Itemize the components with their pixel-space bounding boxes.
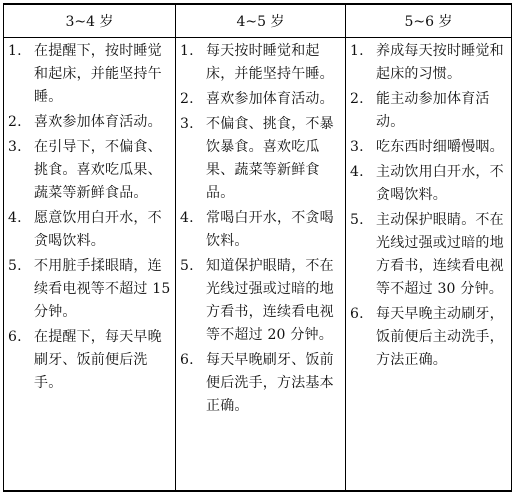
item-number: 1. xyxy=(350,43,364,59)
column-header-3-4: 3~4 岁 xyxy=(4,4,176,38)
item-text: 在提醒下，按时睡觉和起床，并能坚持午睡。 xyxy=(34,43,162,105)
item-text: 不偏食、挑食，不暴饮暴食。喜欢吃瓜果、蔬菜等新鲜食品。 xyxy=(206,116,334,201)
list-item xyxy=(8,207,171,253)
item-number: 5. xyxy=(350,212,364,228)
list-item xyxy=(180,255,341,347)
item-text: 养成每天按时睡觉和起床的习惯。 xyxy=(376,43,504,82)
list-item xyxy=(8,40,171,109)
item-number: 2. xyxy=(8,114,22,130)
item-list xyxy=(8,40,171,395)
item-number: 4. xyxy=(8,210,22,226)
item-text: 吃东西时细嚼慢咽。 xyxy=(376,139,504,155)
item-text: 喜欢参加体育活动。 xyxy=(206,91,334,107)
item-text: 每天早晚主动刷牙，饭前便后主动洗手，方法正确。 xyxy=(376,306,504,368)
list-item xyxy=(180,207,341,253)
item-text: 每天早晚刷牙、饭前便后洗手，方法基本正确。 xyxy=(206,352,334,414)
item-number: 3. xyxy=(180,116,194,132)
item-number: 4. xyxy=(180,210,194,226)
item-number: 6. xyxy=(350,306,364,322)
list-item xyxy=(180,88,341,111)
item-number: 3. xyxy=(350,139,364,155)
list-item xyxy=(180,349,341,418)
item-number: 2. xyxy=(350,91,364,107)
item-text: 主动饮用白开水，不贪喝饮料。 xyxy=(376,164,504,203)
list-item xyxy=(8,326,171,395)
list-item xyxy=(350,303,507,372)
item-number: 1. xyxy=(180,43,194,59)
item-text: 每天按时睡觉和起床，并能坚持午睡。 xyxy=(206,43,334,82)
item-text: 喜欢参加体育活动。 xyxy=(34,114,162,130)
list-item xyxy=(8,136,171,205)
column-header-5-6: 5~6 岁 xyxy=(346,4,512,38)
item-text: 在提醒下，每天早晚刷牙、饭前便后洗手。 xyxy=(34,329,162,391)
item-text: 愿意饮用白开水，不贪喝饮料。 xyxy=(34,210,162,249)
item-text: 不用脏手揉眼睛，连续看电视等不超过 15 分钟。 xyxy=(34,258,171,320)
item-number: 6. xyxy=(8,329,22,345)
list-item xyxy=(180,40,341,86)
list-item xyxy=(8,255,171,324)
item-list xyxy=(180,40,341,418)
list-item xyxy=(350,209,507,301)
column-cell-5-6 xyxy=(346,38,512,492)
list-item xyxy=(180,113,341,205)
column-cell-3-4 xyxy=(4,38,176,492)
list-item xyxy=(350,40,507,86)
list-item xyxy=(350,161,507,207)
column-cell-4-5 xyxy=(176,38,346,492)
item-list xyxy=(350,40,507,372)
item-number: 4. xyxy=(350,164,364,180)
item-text: 在引导下，不偏食、挑食。喜欢吃瓜果、蔬菜等新鲜食品。 xyxy=(34,139,162,201)
content-row xyxy=(4,38,512,492)
item-number: 6. xyxy=(180,352,194,368)
item-number: 5. xyxy=(180,258,194,274)
column-header-4-5: 4~5 岁 xyxy=(176,4,346,38)
list-item xyxy=(350,88,507,134)
item-number: 3. xyxy=(8,139,22,155)
item-text: 主动保护眼睛。不在光线过强或过暗的地方看书，连续看电视等不超过 30 分钟。 xyxy=(376,212,504,297)
list-item xyxy=(350,136,507,159)
item-number: 2. xyxy=(180,91,194,107)
header-row xyxy=(4,4,512,38)
list-item xyxy=(8,111,171,134)
item-text: 知道保护眼睛，不在光线过强或过暗的地方看书，连续看电视等不超过 20 分钟。 xyxy=(206,258,334,343)
item-text: 能主动参加体育活动。 xyxy=(376,91,490,130)
age-goals-table xyxy=(3,3,512,492)
item-number: 1. xyxy=(8,43,22,59)
item-text: 常喝白开水，不贪喝饮料。 xyxy=(206,210,334,249)
item-number: 5. xyxy=(8,258,22,274)
